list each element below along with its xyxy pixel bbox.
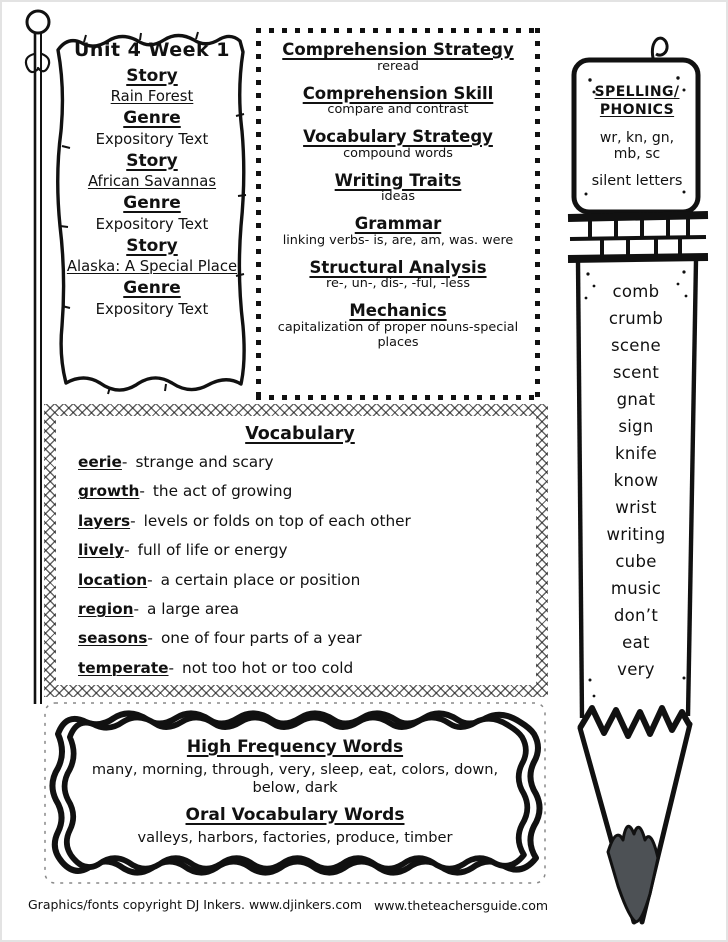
vocab-definition: not too hot or too cold <box>182 658 354 677</box>
vocab-definition: full of life or energy <box>137 541 288 560</box>
spelling-word: don’t <box>613 606 659 625</box>
vocab-definition: one of four parts of a year <box>160 629 362 648</box>
vocab-separator: - <box>124 541 130 560</box>
flag-label-story-3: Story <box>126 235 178 256</box>
skill-heading: Comprehension Skill <box>302 83 494 103</box>
vocab-separator: - <box>133 600 140 619</box>
vocab-definition: levels or folds on top of each other <box>143 511 411 530</box>
flag-label-story-2: Story <box>126 150 178 171</box>
phonics-note: silent letters <box>591 173 683 190</box>
skills-box <box>256 28 540 400</box>
vocab-entry <box>78 566 522 595</box>
spelling-word: cube <box>615 552 657 571</box>
skill-section-structural-analysis <box>309 258 486 293</box>
vocabulary-box <box>44 404 548 697</box>
vocab-entry <box>78 624 522 653</box>
skill-detail: re-, un-, dis-, -ful, -less <box>326 276 470 292</box>
vocab-entry <box>78 448 522 477</box>
vocab-entry <box>78 507 522 536</box>
flag-value-genre-3: Expository Text <box>95 300 209 318</box>
spelling-word: very <box>617 660 655 679</box>
vocabulary-content <box>56 416 536 685</box>
unit-flag-banner <box>50 26 250 398</box>
skill-section-grammar <box>283 214 514 249</box>
oral-vocabulary-words: valleys, harbors, factories, produce, timber <box>137 828 453 846</box>
phonics-patterns: wr, kn, gn, mb, sc <box>599 130 675 163</box>
skill-detail: reread <box>377 58 419 74</box>
vocab-entry <box>78 595 522 624</box>
skill-heading: Writing Traits <box>334 170 462 190</box>
skill-detail: compare and contrast <box>327 102 469 118</box>
skills-content <box>264 40 532 392</box>
skill-heading: Comprehension Strategy <box>282 40 514 59</box>
dotted-border-left <box>256 28 261 400</box>
vocab-separator: - <box>130 511 136 530</box>
skill-detail: ideas <box>380 189 416 205</box>
skill-detail: linking verbs- is, are, am, was. were <box>282 232 514 248</box>
copyright-text: Graphics/fonts copyright DJ Inkers. www.djinkers.com <box>28 897 363 912</box>
spelling-title-line2: PHONICS <box>599 101 675 118</box>
spelling-word: writing <box>606 525 666 544</box>
vocab-separator: - <box>168 658 175 677</box>
spelling-title-line1: SPELLING/ <box>594 84 680 100</box>
source-site-text: www.theteachersguide.com <box>374 898 549 913</box>
vocab-word: layers <box>78 511 131 530</box>
flag-label-story-1: Story <box>126 65 178 86</box>
skill-section-comprehension-skill <box>303 84 494 119</box>
vocab-word: location <box>78 570 148 589</box>
spelling-word: knife <box>614 444 658 463</box>
skill-section-vocabulary-strategy <box>303 127 493 162</box>
skill-detail: compound words <box>343 145 453 161</box>
graphite-tip <box>608 826 658 922</box>
skill-heading: Vocabulary Strategy <box>303 127 493 146</box>
spelling-word: comb <box>612 282 660 301</box>
spelling-word-list <box>576 278 696 683</box>
skill-detail: capitalization of proper nouns-special places <box>277 319 519 350</box>
skill-heading: Grammar <box>354 214 442 233</box>
vocab-word: lively <box>78 541 125 560</box>
spelling-word: scent <box>612 363 660 382</box>
spelling-word: scene <box>611 336 661 355</box>
dotted-border-top <box>256 28 540 33</box>
vocab-definition: a certain place or position <box>160 570 361 589</box>
skill-section-mechanics <box>264 301 532 350</box>
flag-value-story-2: African Savannas <box>87 173 217 191</box>
dotted-border-right <box>535 28 540 400</box>
flag-label-genre-1: Genre <box>123 108 181 129</box>
high-frequency-words: many, morning, through, very, sleep, eat, colors, down, below, dark <box>91 761 499 797</box>
flag-value-genre-1: Expository Text <box>95 130 209 148</box>
spelling-pencil <box>566 28 712 940</box>
vocab-word: seasons <box>78 629 148 648</box>
spelling-phonics-header <box>578 84 696 189</box>
word-lists-content <box>80 736 510 853</box>
skill-section-writing-traits <box>335 171 462 206</box>
vocab-definition: the act of growing <box>152 482 293 501</box>
spelling-word: gnat <box>616 390 656 409</box>
sharpened-wood-zigzag <box>580 708 690 736</box>
spelling-word: sign <box>618 417 654 436</box>
vocab-separator: - <box>147 629 153 648</box>
vocab-separator: - <box>121 453 128 471</box>
vocab-definition: strange and scary <box>135 453 274 471</box>
skill-heading: Mechanics <box>349 301 447 320</box>
oral-vocabulary-words-title: Oral Vocabulary Words <box>185 804 405 825</box>
flag-label-genre-2: Genre <box>123 193 181 214</box>
vocab-word: temperate <box>78 658 169 677</box>
vocab-entry <box>78 477 522 506</box>
vocab-word: region <box>78 600 134 619</box>
word-lists-box <box>42 700 548 890</box>
unit-title: Unit 4 Week 1 <box>73 39 231 61</box>
flag-banner-content <box>64 39 240 386</box>
flag-value-story-1: Rain Forest <box>110 88 194 106</box>
flag-value-story-3: Alaska: A Special Place <box>66 258 238 276</box>
vocab-entry <box>78 536 522 565</box>
flag-label-genre-3: Genre <box>123 278 181 299</box>
vocab-separator: - <box>147 570 153 589</box>
vocab-separator: - <box>139 482 145 501</box>
vocabulary-title: Vocabulary <box>245 424 355 444</box>
ferrule <box>568 215 708 259</box>
vocab-entry <box>78 654 522 683</box>
spelling-word: wrist <box>615 498 657 517</box>
vocab-word: growth <box>78 482 140 501</box>
high-frequency-words-title: High Frequency Words <box>186 737 404 757</box>
spelling-word: know <box>613 471 659 490</box>
vocab-definition: a large area <box>147 600 240 619</box>
skill-heading: Structural Analysis <box>309 257 487 277</box>
skill-section-comprehension-strategy <box>282 40 513 75</box>
flag-value-genre-2: Expository Text <box>95 215 209 233</box>
spelling-word: crumb <box>608 309 664 328</box>
spelling-word: music <box>610 579 662 598</box>
spelling-word: eat <box>622 633 650 652</box>
vocab-word: eerie <box>78 453 122 471</box>
dotted-border-bottom <box>256 395 540 400</box>
